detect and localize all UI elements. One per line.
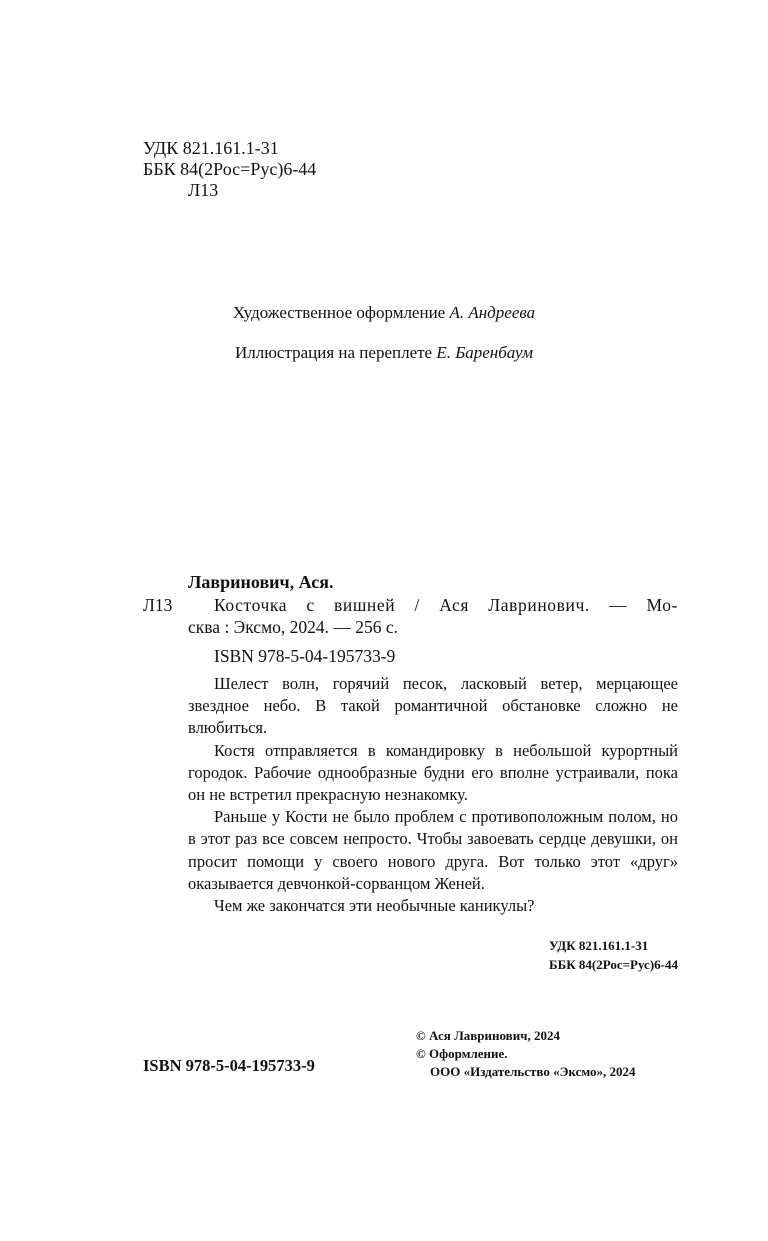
footer-udk: УДК 821.161.1-31 [549,938,649,953]
footer-isbn: ISBN 978-5-04-195733-9 [143,1056,315,1075]
annotation-paragraph: Шелест волн, горячий песок, ласковый ветер, мерцающее звездное небо. В такой романтичной обстановке сложно не влюбиться. [188,674,678,738]
copyright-design: © Оформление. [416,1046,508,1061]
footer-codes [549,936,678,974]
annotation-paragraph: Чем же закончатся эти необычные каникулы? [214,896,535,916]
copyright-block [416,1027,636,1081]
entry-title-line2: сква : Эксмо, 2024. — 256 с. [188,617,399,637]
annotation [143,673,678,917]
design-credit-name: А. Андреева [449,303,536,322]
annotation-paragraph: Костя отправляется в командировку в небольшой курортный городок. Рабочие однообразные будни его вполне устраивали, пока он не встретил прекрасную незнакомку. [188,740,678,805]
design-credit-label: Художественное оформление [232,303,446,322]
author-mark: Л13 [188,180,219,200]
bbk-code: ББК 84(2Рос=Рус)6-44 [143,159,317,179]
illustration-credit [0,343,768,363]
design-credit [0,303,768,323]
entry-title-line [143,594,678,617]
entry-author: Лавринович, Ася. [188,572,334,592]
classification-codes [143,138,316,201]
annotation-paragraph: Раньше у Кости не было проблем с противоположным полом, но в этот раз все совсем непросто. Чтобы завоевать сердце девушки, он просит помощи у своего нового друга. Вот только этот «друг» оказывается девчонкой-сорванцом Женей. [188,807,678,893]
entry-isbn: ISBN 978-5-04-195733-9 [214,645,396,666]
copyright-author: © Ася Лавринович, 2024 [416,1028,561,1043]
bibliographic-entry [143,571,678,917]
illustration-credit-label: Иллюстрация на переплете [234,343,433,362]
entry-title-line1: Косточка с вишней / Ася Лавринович. — Мо- [214,594,678,615]
illustration-credit-name: Е. Баренбаум [436,343,534,362]
copyright-publisher: ООО «Издательство «Эксмо», 2024 [430,1064,636,1079]
footer-bbk: ББК 84(2Рос=Рус)6-44 [549,957,678,972]
udk-code: УДК 821.161.1-31 [143,138,279,158]
entry-author-mark: Л13 [143,594,173,615]
